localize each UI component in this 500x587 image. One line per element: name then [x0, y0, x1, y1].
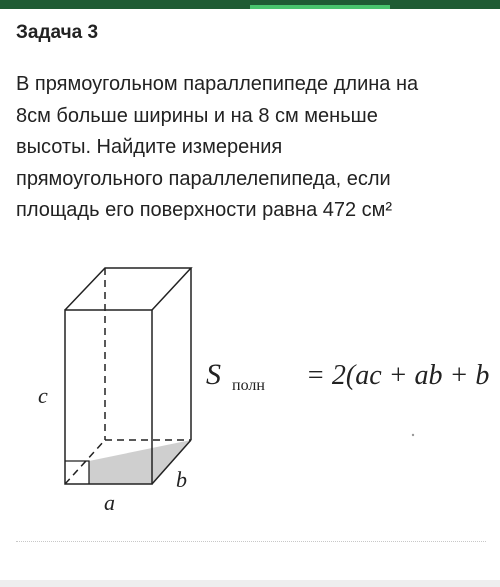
formula-symbol: S — [206, 358, 221, 391]
formula-subscript: полн — [232, 377, 265, 394]
task-text-line: 8см больше ширины и на 8 см меньше — [16, 104, 378, 127]
task-text-line: высоты. Найдите измерения — [16, 136, 283, 158]
divider — [16, 541, 486, 542]
speck — [412, 434, 414, 436]
top-app-bar — [0, 0, 500, 9]
parallelepiped-figure — [16, 242, 500, 532]
task-text-line: прямоугольного параллелепипеда, если — [16, 167, 391, 190]
tab-indicator — [250, 5, 390, 9]
label-a: a — [104, 490, 115, 515]
label-b: b — [176, 467, 187, 492]
formula-body: = 2(ac + ab + b — [306, 360, 490, 391]
bottom-strip — [0, 580, 500, 587]
task-text-line: площадь его поверхности равна 472 см² — [16, 199, 393, 221]
label-c: c — [38, 383, 48, 408]
parallelepiped-diagram — [16, 242, 500, 532]
task-text-line: В прямоугольном параллепипеде длина на — [16, 73, 419, 95]
task-text — [16, 69, 486, 227]
top-face — [65, 268, 191, 310]
task-title: Задача 3 — [16, 22, 99, 43]
